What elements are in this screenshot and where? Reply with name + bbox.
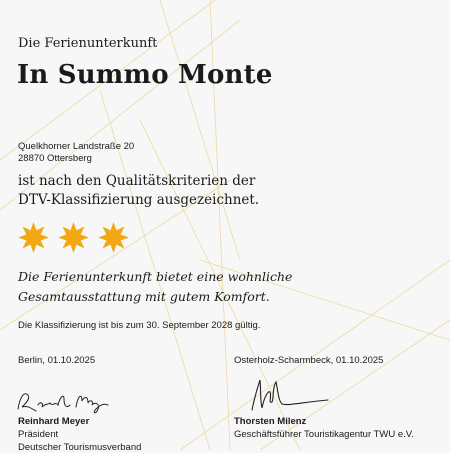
place-date-left: Berlin, 01.10.2025 bbox=[18, 355, 96, 366]
address-street: Quelkhorner Landstraße 20 bbox=[18, 141, 135, 152]
property-name: In Summo Monte bbox=[17, 60, 273, 90]
signatory-role-right: Geschäftsführer Touristikagentur TWU e.V. bbox=[234, 429, 414, 440]
signatory-name-right: Thorsten Milenz bbox=[234, 416, 307, 427]
address-city: 28870 Ottersberg bbox=[18, 153, 92, 164]
signatory-name-left: Reinhard Meyer bbox=[18, 416, 90, 427]
star-icon bbox=[57, 221, 90, 254]
intro-text: Die Ferienunterkunft bbox=[18, 36, 158, 51]
signatory-role-left-1: Präsident bbox=[18, 429, 59, 440]
star-icon bbox=[97, 221, 130, 254]
description-line-2: Gesamtausstattung mit gutem Komfort. bbox=[18, 289, 270, 304]
signature-thorsten-milenz bbox=[248, 376, 338, 414]
validity-text: Die Klassifizierung ist bis zum 30. September 2028 gültig. bbox=[18, 320, 261, 331]
description-line-1: Die Ferienunterkunft bietet eine wohnliche bbox=[18, 269, 293, 284]
star-rating bbox=[17, 221, 130, 254]
signatory-role-left-2: Deutscher Tourismusverband bbox=[18, 442, 142, 453]
place-date-right: Osterholz-Scharmbeck, 01.10.2025 bbox=[234, 355, 384, 366]
quality-statement-line-1: ist nach den Qualitätskriterien der bbox=[18, 173, 256, 189]
star-icon bbox=[17, 221, 50, 254]
signature-reinhard-meyer bbox=[12, 383, 122, 417]
quality-statement-line-2: DTV-Klassifizierung ausgezeichnet. bbox=[18, 192, 260, 208]
